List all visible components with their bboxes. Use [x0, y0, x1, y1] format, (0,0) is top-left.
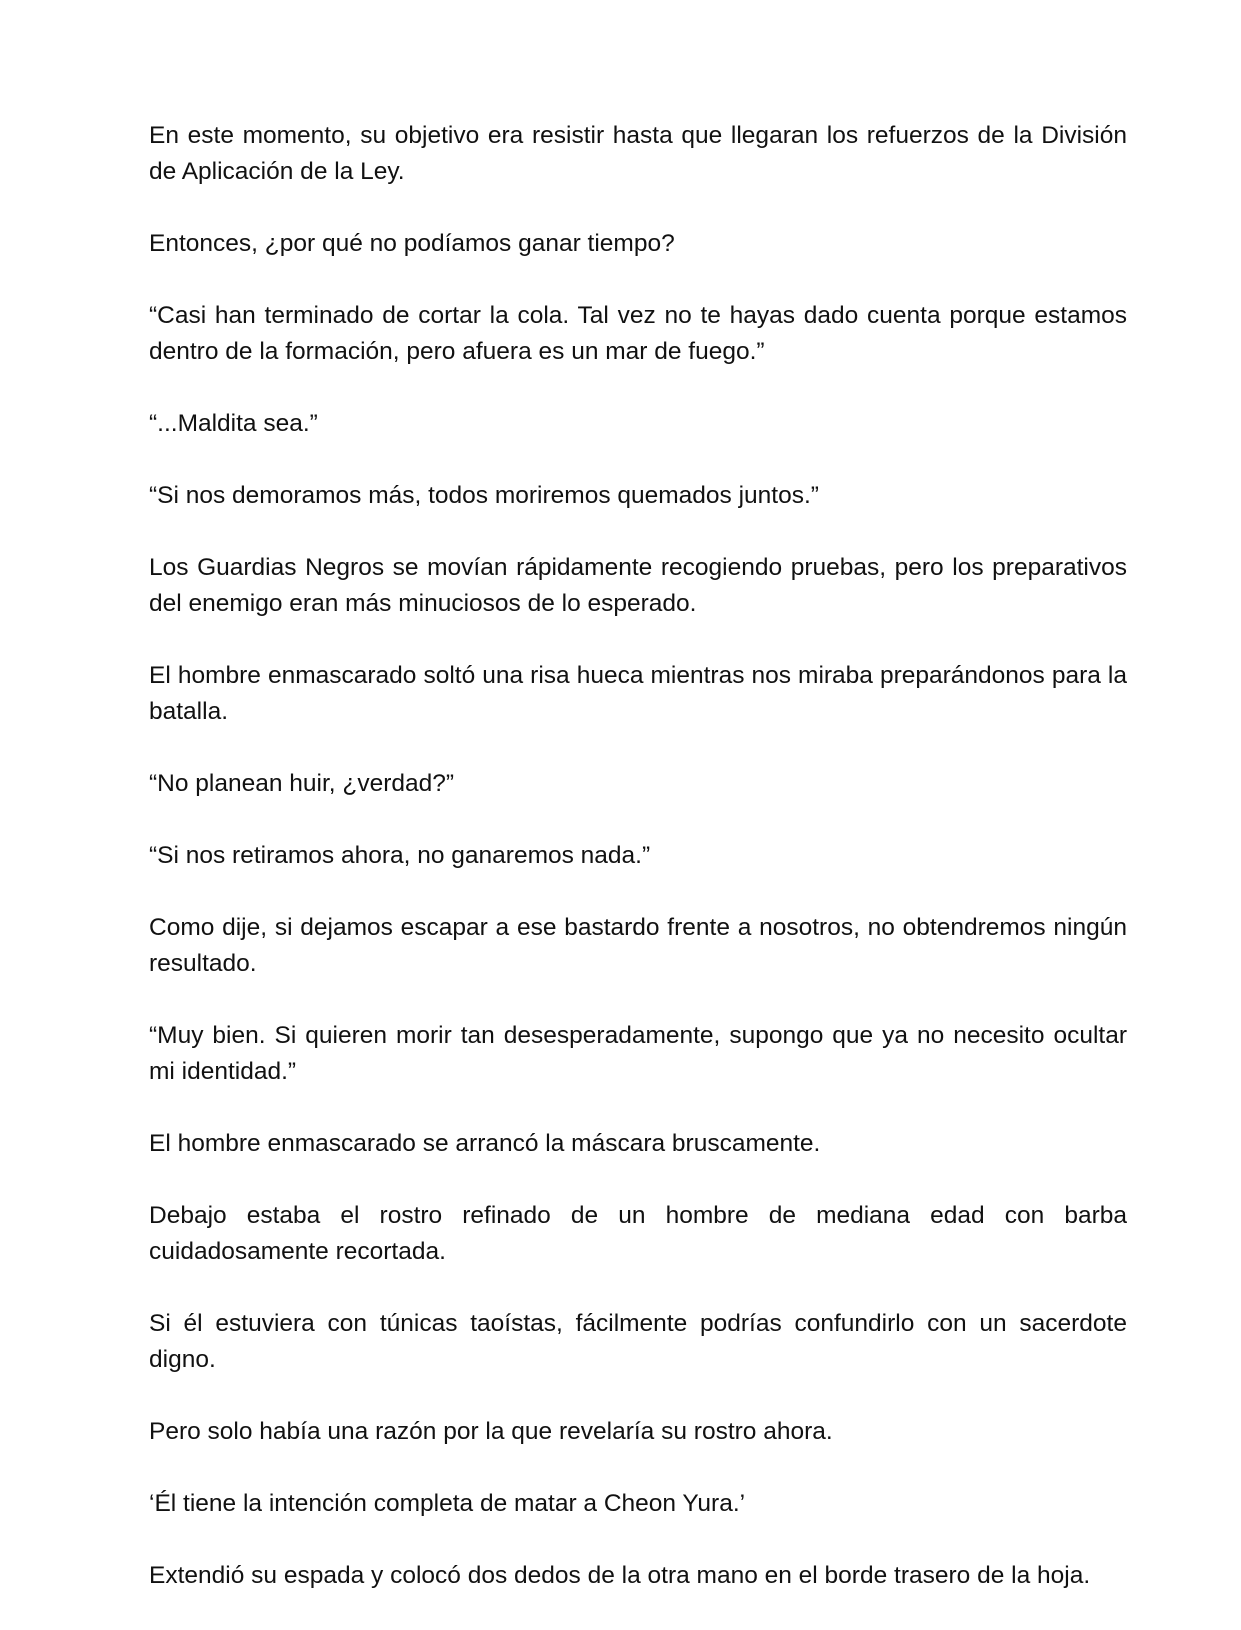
paragraph: Extendió su espada y colocó dos dedos de la otra mano en el borde trasero de la hoja.: [149, 1562, 1091, 1589]
paragraph: El hombre enmascarado se arrancó la máscara bruscamente.: [149, 1130, 821, 1157]
paragraph: Entonces, ¿por qué no podíamos ganar tiempo?: [149, 230, 675, 257]
document-body: [149, 118, 1127, 1630]
paragraph: El hombre enmascarado soltó una risa hueca mientras nos miraba preparándonos para la batalla.: [149, 662, 1127, 725]
paragraph: Debajo estaba el rostro refinado de un hombre de mediana edad con barba cuidadosamente recortada.: [149, 1202, 1127, 1265]
paragraph: Pero solo había una razón por la que revelaría su rostro ahora.: [149, 1418, 833, 1445]
paragraph: “Casi han terminado de cortar la cola. Tal vez no te hayas dado cuenta porque estamos dentro de la formación, pero afuera es un mar de fuego.”: [149, 302, 1127, 365]
paragraph: En este momento, su objetivo era resistir hasta que llegaran los refuerzos de la División de Aplicación de la Ley.: [149, 122, 1127, 185]
paragraph: ‘Él tiene la intención completa de matar a Cheon Yura.’: [149, 1490, 746, 1517]
paragraph: Como dije, si dejamos escapar a ese bastardo frente a nosotros, no obtendremos ningún resultado.: [149, 914, 1127, 977]
paragraph: “...Maldita sea.”: [149, 410, 318, 437]
paragraph: “Si nos retiramos ahora, no ganaremos nada.”: [149, 842, 651, 869]
paragraph: “Muy bien. Si quieren morir tan desesperadamente, supongo que ya no necesito ocultar mi identidad.”: [149, 1022, 1127, 1085]
paragraph: “No planean huir, ¿verdad?”: [149, 770, 455, 797]
paragraph: Los Guardias Negros se movían rápidamente recogiendo pruebas, pero los preparativos del enemigo eran más minuciosos de lo esperado.: [149, 554, 1127, 617]
paragraph: “Si nos demoramos más, todos moriremos quemados juntos.”: [149, 482, 819, 509]
paragraph: Si él estuviera con túnicas taoístas, fácilmente podrías confundirlo con un sacerdote digno.: [149, 1310, 1127, 1373]
